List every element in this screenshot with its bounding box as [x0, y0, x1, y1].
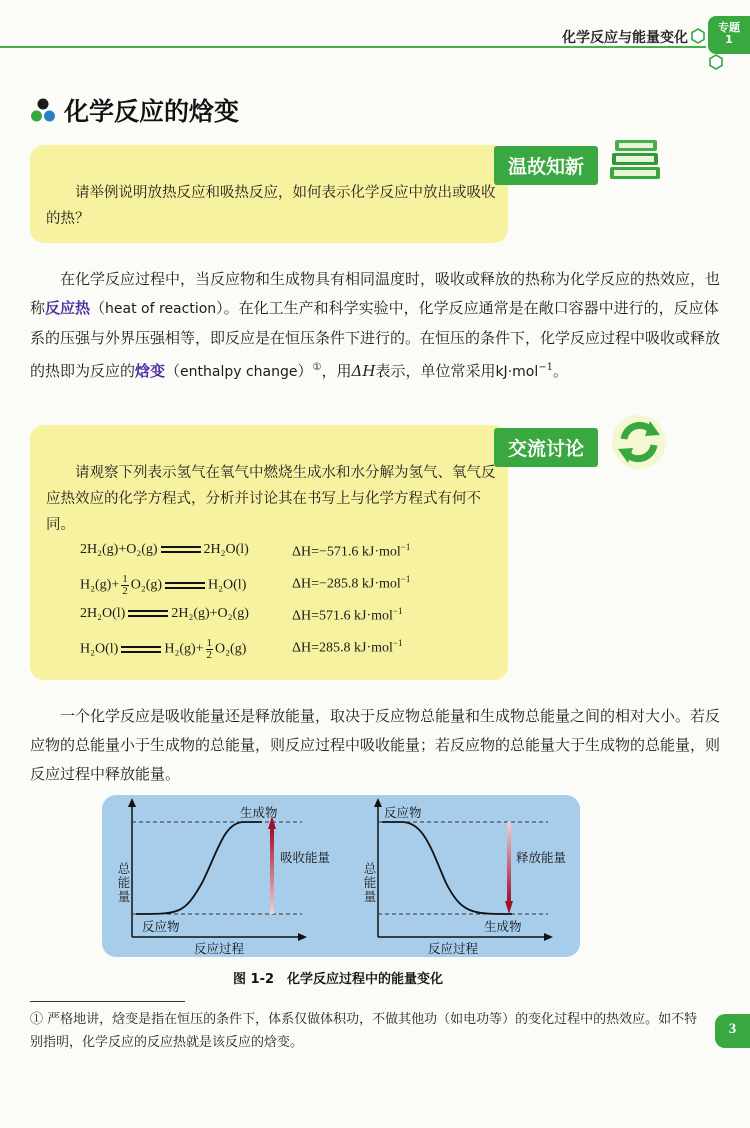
release-arrow [507, 822, 511, 902]
energy-paragraph: 一个化学反应是吸收能量还是释放能量，取决于反应物总能量和生成物总能量之间的相对大小。若反应物的总能量小于生成物的总能量，则反应过程中吸收能量；若反应物的总能量大于生成物的总能量，则反应过程中释放能量。 [30, 707, 721, 783]
english-term: enthalpy change [180, 364, 298, 380]
energy-diagram [102, 795, 580, 957]
fraction-denominator: 2 [206, 649, 213, 661]
eq-delta-h: ΔH=−285.8 kJ·mol [292, 576, 401, 592]
left-arrow-label: 吸收能量 [280, 850, 331, 865]
left-top-label: 生成物 [240, 805, 278, 820]
eq-reactant-h2: H₂(g)+ [80, 577, 120, 593]
footnote-mark: ① [312, 362, 322, 373]
review-tag: 温故知新 [494, 146, 598, 185]
equation-row [80, 574, 510, 602]
energy-curve [382, 822, 512, 914]
stacked-books-icon [606, 137, 664, 185]
equals-arrow [161, 545, 201, 555]
release-arrowhead [505, 901, 513, 914]
footnote: ① 严格地讲，焓变是指在恒压的条件下，体系仅做体积功，不做其他功（如电功等）的变化过程中的热效应。如不特别指明，化学反应的反应热就是该反应的焓变。 [30, 1012, 698, 1050]
right-y-axis-label: 总能量 [363, 861, 377, 904]
eq-delta-h: ΔH=285.8 kJ·mol [292, 640, 393, 656]
text-run: 在化学反应过程中，当反应物和生成物具有相同温度时，吸收或释放的热称为化学反应的热效应，也称 [30, 270, 721, 317]
right-bottom-label: 生成物 [484, 919, 522, 934]
eq-product-h2: H₂(g)+ [164, 641, 204, 657]
english-term: heat of reaction [105, 301, 217, 317]
x-axis-arrowhead [544, 933, 553, 941]
equals-arrow [165, 581, 205, 591]
equation-row [80, 542, 510, 570]
term-enthalpy-change: 焓变 [135, 362, 166, 380]
figure-caption: 图 1-2 化学反应过程中的能量变化 [233, 972, 444, 987]
energy-curve [136, 822, 262, 914]
term-reaction-heat: 反应热 [45, 299, 91, 317]
y-axis-arrowhead [128, 798, 136, 807]
equation-row [80, 606, 510, 634]
equals-arrow [128, 609, 168, 619]
left-y-axis-label: 总能量 [117, 861, 131, 904]
x-axis-arrowhead [298, 933, 307, 941]
eq-product-o2: O₂(g) [215, 641, 247, 657]
left-x-label: 反应过程 [194, 941, 245, 956]
unit: kJ·mol [495, 364, 539, 380]
footnote-rule [30, 1001, 185, 1002]
unit-exponent: −1 [538, 362, 553, 373]
unit-exponent: −1 [400, 574, 411, 584]
y-axis-arrowhead [374, 798, 382, 807]
eq-products: H₂O(l) [208, 577, 247, 593]
badge-number: 1 [725, 33, 733, 46]
right-top-label: 反应物 [384, 805, 422, 820]
intro-paragraph [30, 265, 720, 387]
text-run: ）。在化工生产和科学实验中，化学反应通常是在敞口容器中进行的，反应体系的压强与外界压强相等，即反应是在恒压条件下进行的。在恒压的条件下，化学反应过程中吸收或释放的热即为反应的 [30, 299, 721, 380]
badge-label: 专题 [718, 21, 740, 34]
eq-products: 2H₂O(l) [203, 542, 249, 557]
text-run: 。 [552, 362, 568, 380]
recycle-arrows-icon [610, 413, 668, 471]
text-run: ，用 [321, 362, 352, 380]
page-number: 3 [728, 1021, 737, 1037]
discussion-text: 请观察下列表示氢气在氧气中燃烧生成水和水分解为氢气、氧气反应热效应的化学方程式，分析并讨论其在书写上与化学方程式有何不同。 [46, 465, 496, 533]
fraction-numerator: 1 [206, 637, 213, 649]
text-run: （ [165, 362, 181, 380]
section-title: 化学反应的焓变 [64, 97, 240, 126]
equals-arrow [121, 645, 161, 655]
unit-exponent: −1 [392, 638, 403, 648]
hexagon-icon [708, 54, 724, 70]
unit-exponent: −1 [392, 606, 403, 616]
absorb-arrow [270, 828, 274, 914]
hexagon-icon [690, 28, 706, 44]
delta-h-symbol: ΔH [351, 362, 376, 380]
eq-delta-h: ΔH=571.6 kJ·mol [292, 608, 393, 624]
text-run: 表示，单位常采用 [375, 362, 496, 380]
fraction-numerator: 1 [122, 573, 128, 585]
equation-row [80, 638, 510, 666]
fraction-one-half [206, 638, 214, 661]
eq-delta-h: ΔH=−571.6 kJ·mol [292, 544, 401, 560]
right-x-label: 反应过程 [428, 941, 479, 956]
eq-reactants: 2H₂O(l) [80, 606, 126, 621]
text-run: ） [297, 362, 313, 380]
eq-reactants: H₂O(l) [80, 641, 119, 657]
molecule-icon [30, 98, 56, 124]
eq-reactants: 2H₂(g)+O₂(g) [80, 542, 158, 557]
fraction-denominator: 2 [122, 585, 128, 597]
eq-reactant-o2: O₂(g) [130, 577, 163, 593]
eq-products: 2H₂(g)+O₂(g) [171, 606, 249, 621]
right-arrow-label: 释放能量 [516, 850, 567, 865]
review-text: 请举例说明放热反应和吸热反应，如何表示化学反应中放出或吸收的热？ [46, 185, 496, 227]
fraction-one-half [121, 574, 129, 597]
unit-exponent: −1 [400, 542, 411, 552]
left-bottom-label: 反应物 [142, 919, 180, 934]
chapter-badge [708, 16, 750, 54]
text-run: （ [90, 299, 106, 317]
discussion-tag: 交流讨论 [494, 428, 598, 467]
running-title: 化学反应与能量变化 [562, 30, 688, 46]
